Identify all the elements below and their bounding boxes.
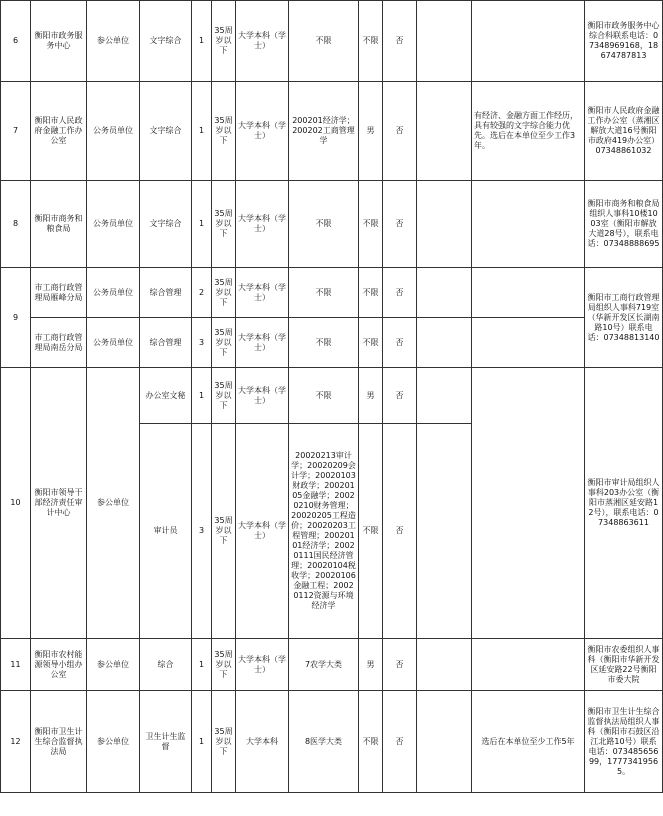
row-number: 9 [1,268,31,368]
row-number: 8 [1,181,31,268]
table-row [1,368,663,424]
age-limit: 35周岁以下 [212,424,236,639]
education: 大学本科（学士） [236,1,289,82]
unit-name: 衡阳市领导干部经济责任审计中心 [31,368,87,639]
party-requirement: 否 [383,318,417,368]
post-name: 综合管理 [140,318,192,368]
post-name: 办公室文秘 [140,368,192,424]
table-row [1,318,663,368]
unit-name: 衡阳市人民政府金融工作办公室 [31,82,87,181]
party-requirement: 否 [383,368,417,424]
table-row [1,268,663,318]
major: 不限 [289,181,359,268]
major: 7农学大类 [289,639,359,691]
contact-info: 衡阳市商务和粮食局组织人事科10楼1003室（衡阳市解放大道28号），联系电话：07348888695 [585,181,663,268]
unit-name: 市工商行政管理局南岳分局 [31,318,87,368]
table-row [1,1,663,82]
post-count: 1 [192,639,212,691]
education: 大学本科（学士） [236,181,289,268]
party-requirement: 否 [383,691,417,793]
gender: 男 [359,82,383,181]
row-number: 6 [1,1,31,82]
major: 8医学大类 [289,691,359,793]
contact-info: 衡阳市政务服务中心综合科联系电话：07348969168，18674787813 [585,1,663,82]
table-row [1,82,663,181]
row-number: 7 [1,82,31,181]
contact-info: 衡阳市农委组织人事科（衡阳市华新开发区延安路22号衡阳市委大院 [585,639,663,691]
other-requirements: 有经济、金融方面工作经历，具有较强的文字综合能力优先。选后在本单位至少工作3年。 [472,82,585,181]
row-number: 10 [1,368,31,639]
gender: 不限 [359,424,383,639]
age-limit: 35周岁以下 [212,268,236,318]
age-limit: 35周岁以下 [212,318,236,368]
education: 大学本科（学士） [236,318,289,368]
table-row [1,181,663,268]
unit-type: 公务员单位 [87,318,140,368]
unit-name: 衡阳市卫生计生综合监督执法局 [31,691,87,793]
post-count: 3 [192,424,212,639]
empty-cell [417,268,472,318]
post-name: 综合 [140,639,192,691]
unit-type: 参公单位 [87,639,140,691]
major: 200201经济学；200202工商管理学 [289,82,359,181]
other-requirements [472,639,585,691]
row-number: 12 [1,691,31,793]
education: 大学本科（学士） [236,424,289,639]
gender: 不限 [359,691,383,793]
education: 大学本科（学士） [236,368,289,424]
major: 不限 [289,368,359,424]
major: 20020213审计学；20020209会计学；20020103财政学；20020105金融学；20020210财务管理；20020205工程造价；20020203工程管理；20020101经济学；20020111国民经济管理；20020104税收学；20020106金融工程；20020112资源与环境经济学 [289,424,359,639]
unit-name: 衡阳市商务和粮食局 [31,181,87,268]
post-count: 3 [192,318,212,368]
unit-name: 市工商行政管理局雁峰分局 [31,268,87,318]
party-requirement: 否 [383,181,417,268]
unit-type: 参公单位 [87,368,140,639]
major: 不限 [289,268,359,318]
unit-type: 公务员单位 [87,82,140,181]
gender: 不限 [359,1,383,82]
empty-cell [417,424,472,639]
post-count: 1 [192,1,212,82]
education: 大学本科（学士） [236,639,289,691]
gender: 男 [359,639,383,691]
empty-cell [417,181,472,268]
post-name: 文字综合 [140,1,192,82]
gender: 男 [359,368,383,424]
unit-type: 公务员单位 [87,268,140,318]
gender: 不限 [359,318,383,368]
post-name: 综合管理 [140,268,192,318]
unit-type: 参公单位 [87,691,140,793]
major: 不限 [289,1,359,82]
other-requirements: 选后在本单位至少工作5年 [472,691,585,793]
post-name: 审计员 [140,424,192,639]
major: 不限 [289,318,359,368]
unit-name: 衡阳市农村能源领导小组办公室 [31,639,87,691]
post-count: 2 [192,268,212,318]
empty-cell [417,639,472,691]
empty-cell [417,1,472,82]
empty-cell [417,318,472,368]
unit-type: 公务员单位 [87,181,140,268]
age-limit: 35周岁以下 [212,181,236,268]
party-requirement: 否 [383,424,417,639]
party-requirement: 否 [383,82,417,181]
contact-info: 衡阳市人民政府金融工作办公室（蒸湘区解放大道16号衡阳市政府419办公室）07348861032 [585,82,663,181]
age-limit: 35周岁以下 [212,1,236,82]
post-name: 文字综合 [140,82,192,181]
education: 大学本科（学士） [236,268,289,318]
table-row [1,639,663,691]
empty-cell [417,691,472,793]
post-name: 卫生计生监督 [140,691,192,793]
gender: 不限 [359,268,383,318]
contact-info: 衡阳市工商行政管理局组织人事科719室（华新开发区长湖南路10号）联系电话：07348813140 [585,268,663,368]
row-number: 11 [1,639,31,691]
table-row [1,691,663,793]
unit-name: 衡阳市政务服务中心 [31,1,87,82]
other-requirements [472,368,585,639]
post-count: 1 [192,181,212,268]
empty-cell [417,82,472,181]
party-requirement: 否 [383,1,417,82]
education: 大学本科 [236,691,289,793]
age-limit: 35周岁以下 [212,691,236,793]
post-count: 1 [192,368,212,424]
party-requirement: 否 [383,639,417,691]
gender: 不限 [359,181,383,268]
age-limit: 35周岁以下 [212,82,236,181]
unit-type: 参公单位 [87,1,140,82]
other-requirements [472,181,585,268]
other-requirements [472,1,585,82]
other-requirements [472,268,585,318]
post-count: 1 [192,691,212,793]
post-count: 1 [192,82,212,181]
contact-info: 衡阳市审计局组织人事科203办公室（衡阳市蒸湘区延安路12号），联系电话：07348863611 [585,368,663,639]
age-limit: 35周岁以下 [212,368,236,424]
other-requirements [472,318,585,368]
empty-cell [417,368,472,424]
post-name: 文字综合 [140,181,192,268]
education: 大学本科（学士） [236,82,289,181]
party-requirement: 否 [383,268,417,318]
age-limit: 35周岁以下 [212,639,236,691]
contact-info: 衡阳市卫生计生综合监督执法局组织人事科（衡阳市石鼓区沿江北路10号）联系电话：07348565699，17773419565。 [585,691,663,793]
